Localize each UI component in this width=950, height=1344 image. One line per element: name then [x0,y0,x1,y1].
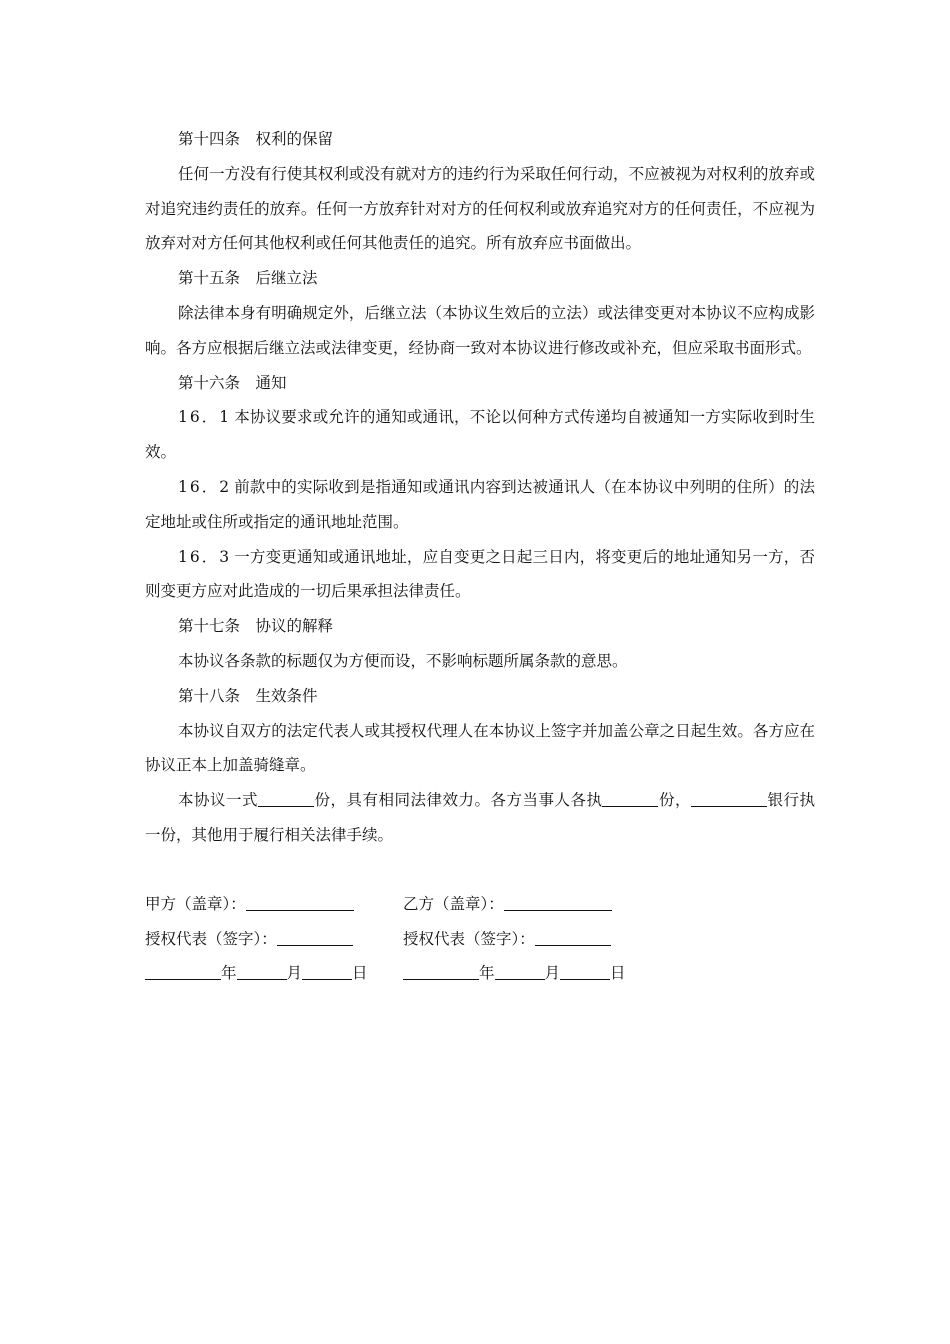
clause-number: 16．2 [178,477,232,496]
copies-count-blank[interactable] [258,788,314,807]
copies-clause [145,783,815,853]
party-a-seal-blank[interactable] [246,892,354,911]
clause-number: 16．3 [178,547,232,566]
year-label: 年 [221,964,237,983]
rep-b-signature-blank[interactable] [535,927,611,946]
copies-each-blank[interactable] [602,788,658,807]
day-blank[interactable] [560,961,610,980]
party-a-label: 甲方（盖章）： [145,894,246,913]
clause-number: 16．1 [178,408,232,427]
day-label: 日 [610,964,626,983]
article-14-body: 任何一方没有行使其权利或没有就对方的违约行为采取任何行动，不应被视为对权利的放弃或对追究违约责任的放弃。任何一方放弃针对对方的任何权利或放弃追究对方的任何责任，不应视为放弃对对方任何其他权利或任何其他责任的追究。所有放弃应书面做出。 [145,164,815,253]
month-blank[interactable] [237,961,287,980]
party-b-label: 乙方（盖章）： [403,894,504,913]
year-blank[interactable] [403,961,479,980]
bank-name-blank[interactable] [691,788,767,807]
rep-a-signature-blank[interactable] [277,927,353,946]
clause-16-1 [145,400,815,470]
party-a-seal [145,887,403,922]
clause-16-2 [145,470,815,540]
representative-row [145,922,815,957]
article-17-heading: 第十七条 协议的解释 [178,617,334,636]
spacer [145,853,815,887]
article-15-body: 除法律本身有明确规定外，后继立法（本协议生效后的立法）或法律变更对本协议不应构成影响。各方应根据后继立法或法律变更，经协商一致对本协议进行修改或补充，但应采取书面形式。 [145,303,815,357]
month-label: 月 [544,964,561,983]
copies-text-4: 银行执一份，其他用于履行相关法律手续。 [145,791,815,844]
clause-text: 一方变更通知或通讯地址，应自变更之日起三日内，将变更后的地址通知另一方，否则变更方应对此造成的一切后果承担法律责任。 [145,547,815,601]
party-b-seal [403,887,663,922]
party-b-seal-blank[interactable] [504,892,612,911]
year-blank[interactable] [145,961,221,980]
contract-text [145,122,815,991]
article-15-heading: 第十五条 后继立法 [178,269,318,288]
article-17-body: 本协议各条款的标题仅为方便而设，不影响标题所属条款的意思。 [178,651,628,670]
day-blank[interactable] [302,961,352,980]
rep-a-label: 授权代表（签字）： [145,929,277,948]
clause-text: 前款中的实际收到是指通知或通讯内容到达被通讯人（在本协议中列明的住所）的法定地址或住所或指定的通讯地址范围。 [145,477,815,531]
article-14-heading: 第十四条 权利的保留 [178,130,334,148]
clause-16-3 [145,540,815,610]
day-label: 日 [352,964,368,983]
party-b-representative [403,922,663,957]
clause-text: 本协议要求或允许的通知或通讯，不论以何种方式传递均自被通知一方实际收到时生效。 [145,408,815,462]
party-a-representative [145,922,403,957]
rep-b-label: 授权代表（签字）： [403,929,535,948]
copies-text-1: 本协议一式 [178,791,258,810]
article-18-heading: 第十八条 生效条件 [178,686,318,705]
month-blank[interactable] [495,961,545,980]
article-16-heading: 第十六条 通知 [178,373,287,392]
year-label: 年 [479,964,495,983]
party-a-date [145,956,403,991]
copies-text-3: 份， [658,791,691,810]
seal-row [145,887,815,922]
party-b-date [403,956,663,991]
signature-block [145,887,815,991]
date-row [145,956,815,991]
copies-text-2: 份，具有相同法律效力。各方当事人各执 [314,791,603,810]
article-18-body: 本协议自双方的法定代表人或其授权代理人在本协议上签字并加盖公章之日起生效。各方应在协议正本上加盖骑缝章。 [145,721,815,775]
month-label: 月 [286,964,303,983]
